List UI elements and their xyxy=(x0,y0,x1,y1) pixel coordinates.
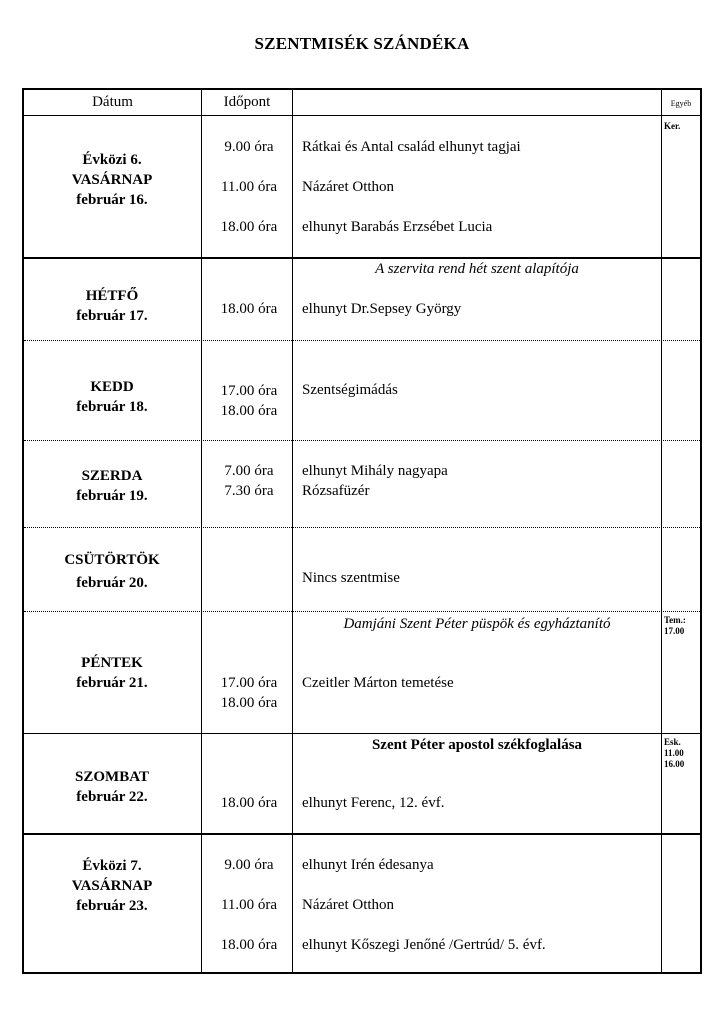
mass-time: 18.00 óra xyxy=(220,937,278,953)
mass-intent: elhunyt Kőszegi Jenőné /Gertrúd/ 5. évf. xyxy=(302,937,546,953)
header-date: Dátum xyxy=(92,94,133,110)
mass-time: 7.30 óra xyxy=(224,483,274,499)
day-label-line: február 17. xyxy=(76,308,148,324)
day-label-line: CSÜTÖRTÖK xyxy=(64,552,160,568)
mass-time: 7.00 óra xyxy=(224,463,274,479)
note-cell: Esk. 11.00 16.00 xyxy=(664,737,685,769)
row-divider xyxy=(24,527,700,528)
mass-intent: elhunyt Ferenc, 12. évf. xyxy=(302,795,445,811)
mass-time: 18.00 óra xyxy=(220,795,278,811)
day-label xyxy=(24,377,200,417)
mass-intent: Názáret Otthon xyxy=(302,179,395,195)
mass-time: 11.00 óra xyxy=(220,897,278,913)
row-divider xyxy=(24,611,700,612)
mass-intent: elhunyt Dr.Sepsey György xyxy=(302,301,462,317)
mass-time: 18.00 óra xyxy=(220,695,278,711)
mass-time: 18.00 óra xyxy=(220,403,278,419)
day-label-line: SZOMBAT xyxy=(75,769,149,785)
day-label xyxy=(24,550,200,593)
day-label-line: VASÁRNAP xyxy=(71,172,153,188)
mass-intent: Rátkai és Antal család elhunyt tagjai xyxy=(302,139,521,155)
mass-intent: elhunyt Irén édesanya xyxy=(302,857,434,873)
feast-title: Damjáni Szent Péter püspök és egyháztanító xyxy=(343,616,611,632)
mass-time: 11.00 óra xyxy=(220,179,278,195)
mass-time: 18.00 óra xyxy=(220,219,278,235)
schedule-table xyxy=(22,88,702,974)
day-label xyxy=(24,286,200,326)
row-divider xyxy=(24,833,700,835)
mass-intent: Rózsafüzér xyxy=(302,483,370,499)
mass-intent: Nincs szentmise xyxy=(302,570,400,586)
day-label xyxy=(24,466,200,506)
feast-title: A szervita rend hét szent alapítója xyxy=(375,261,579,277)
header-other: Egyéb xyxy=(670,99,692,108)
day-label xyxy=(24,767,200,807)
day-label-line: HÉTFŐ xyxy=(85,288,139,304)
mass-time: 17.00 óra xyxy=(220,675,278,691)
day-label-line: február 21. xyxy=(76,675,148,691)
header-divider xyxy=(24,115,700,116)
day-label xyxy=(24,856,200,916)
mass-time: 9.00 óra xyxy=(224,857,274,873)
day-label-line: Évközi 7. xyxy=(82,858,142,874)
mass-time: 9.00 óra xyxy=(224,139,274,155)
day-label xyxy=(24,653,200,693)
day-label-line: VASÁRNAP xyxy=(71,878,153,894)
mass-intent: elhunyt Barabás Erzsébet Lucia xyxy=(302,219,493,235)
header-time: Időpont xyxy=(223,94,271,110)
day-label-line: február 22. xyxy=(76,789,148,805)
day-label-line: KEDD xyxy=(90,379,134,395)
day-label-line: február 18. xyxy=(76,399,148,415)
day-label-line: február 20. xyxy=(76,575,148,591)
day-label-line: SZERDA xyxy=(81,468,143,484)
day-label-line: Évközi 6. xyxy=(82,152,142,168)
day-label-line: PÉNTEK xyxy=(81,655,143,671)
row-divider xyxy=(24,440,700,441)
mass-time: 17.00 óra xyxy=(220,383,278,399)
mass-intent: elhunyt Mihály nagyapa xyxy=(302,463,448,479)
day-label-line: február 16. xyxy=(76,192,148,208)
column-divider xyxy=(661,90,662,972)
day-label xyxy=(24,150,200,210)
row-divider xyxy=(24,257,700,259)
mass-intent: Szentségimádás xyxy=(302,382,398,398)
mass-intent: Czeitler Márton temetése xyxy=(302,675,454,691)
day-label-line: február 23. xyxy=(76,898,148,914)
row-divider xyxy=(24,340,700,341)
mass-intent: Názáret Otthon xyxy=(302,897,395,913)
note-cell: Tem.: 17.00 xyxy=(664,615,686,636)
page-title: SZENTMISÉK SZÁNDÉKA xyxy=(254,34,470,53)
note-cell: Ker. xyxy=(664,121,681,131)
feast-title: Szent Péter apostol székfoglalása xyxy=(371,737,583,753)
day-label-line: február 19. xyxy=(76,488,148,504)
column-divider xyxy=(201,90,202,972)
row-divider xyxy=(24,733,700,734)
mass-time: 18.00 óra xyxy=(220,301,278,317)
